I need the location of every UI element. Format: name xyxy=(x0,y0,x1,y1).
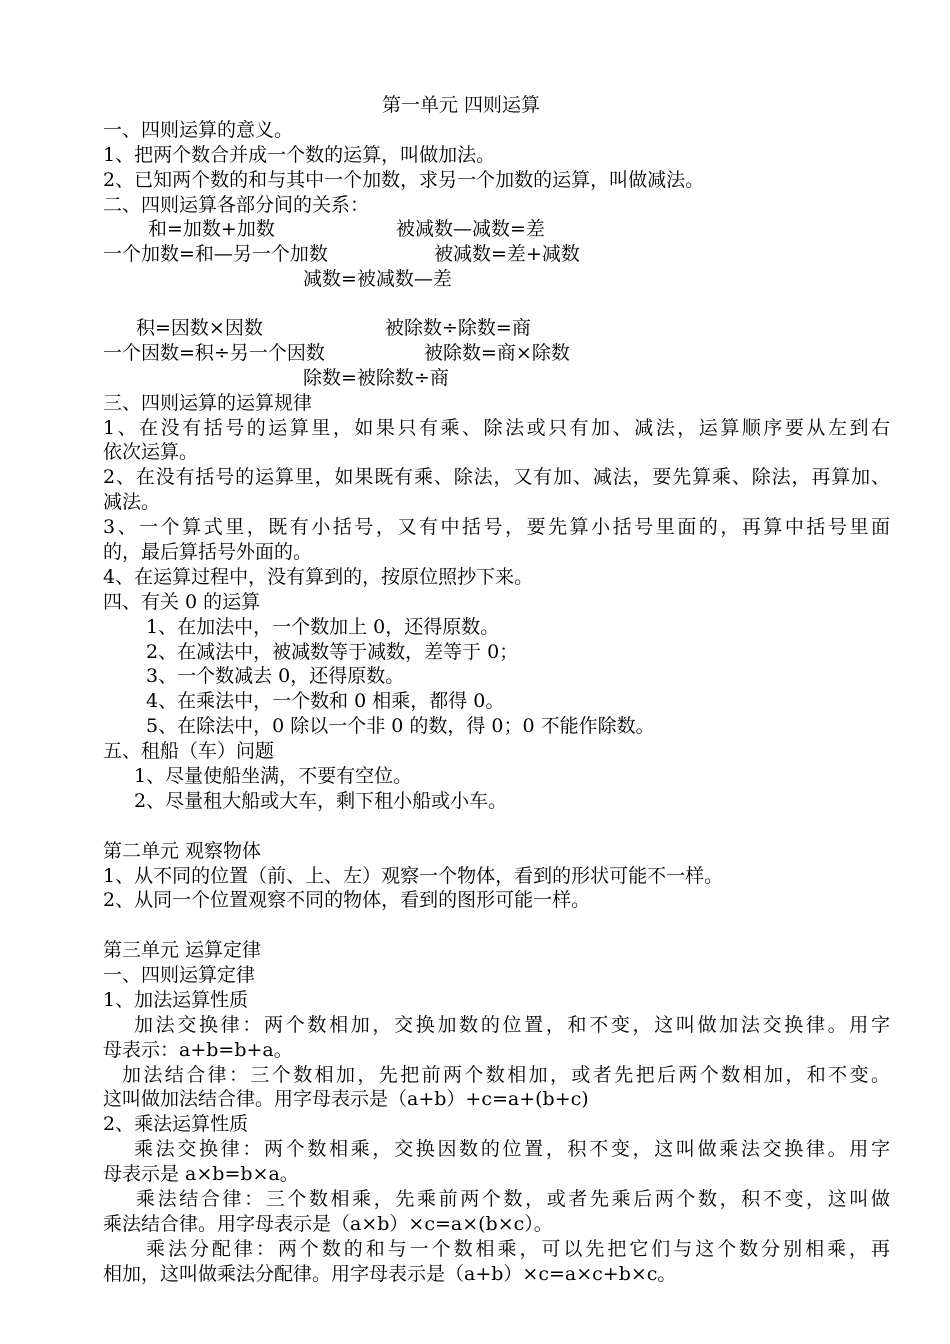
rule-paragraph-line: 2、在没有括号的运算里，如果既有乘、除法，又有加、减法，要先算乘、除法，再算加、 xyxy=(103,466,890,488)
formula-factor: 一个因数=积÷另一个因数 xyxy=(103,342,325,364)
unit2-item: 1、从不同的位置（前、上、左）观察一个物体，看到的形状可能不一样。 xyxy=(103,865,724,887)
zero-rule-item: 1、在加法中，一个数加上 0，还得原数。 xyxy=(146,616,500,638)
zero-rule-item: 3、一个数减去 0，还得原数。 xyxy=(146,665,405,687)
unit1-title: 第一单元 四则运算 xyxy=(382,94,541,116)
law-paragraph-line: 乘法交换律：两个数相乘，交换因数的位置，积不变，这叫做乘法交换律。用字 xyxy=(134,1138,890,1160)
law-paragraph-line: 乘法分配律：两个数的和与一个数相乘，可以先把它们与这个数分别相乘，再 xyxy=(146,1238,890,1260)
zero-rule-item: 2、在减法中，被减数等于减数，差等于 0； xyxy=(146,641,519,663)
rule-paragraph-line: 减法。 xyxy=(103,491,161,513)
zero-rule-item: 4、在乘法中，一个数和 0 相乘，都得 0。 xyxy=(146,690,505,712)
unit1-section1-item: 1、把两个数合并成一个数的运算，叫做加法。 xyxy=(103,144,496,166)
rule-paragraph-line: 1、在没有括号的运算里，如果只有乘、除法或只有加、减法，运算顺序要从左到右 xyxy=(103,417,890,439)
unit2-item: 2、从同一个位置观察不同的物体，看到的图形可能一样。 xyxy=(103,889,591,911)
rental-item: 2、尽量租大船或大车，剩下租小船或小车。 xyxy=(134,790,508,812)
unit1-section2-heading: 二、四则运算各部分间的关系： xyxy=(103,194,370,216)
law-paragraph-line: 相加，这叫做乘法分配律。用字母表示是（a+b）×c=a×c+b×c。 xyxy=(103,1263,677,1285)
law-paragraph-line: 母表示是 a×b=b×a。 xyxy=(103,1163,299,1185)
unit1-section3-heading: 三、四则运算的运算规律 xyxy=(103,392,313,414)
formula-difference: 被减数—减数=差 xyxy=(396,218,545,240)
formula-subtrahend: 减数=被减数—差 xyxy=(303,268,452,290)
unit3-title: 第三单元 运算定律 xyxy=(103,939,262,961)
formula-sum: 和=加数+加数 xyxy=(148,218,275,240)
formula-quotient: 被除数÷除数=商 xyxy=(385,317,531,339)
addition-properties-heading: 1、加法运算性质 xyxy=(103,989,249,1011)
rule-paragraph-line: 4、在运算过程中，没有算到的，按原位照抄下来。 xyxy=(103,566,534,588)
formula-divisor: 除数=被除数÷商 xyxy=(303,367,449,389)
unit3-section1-heading: 一、四则运算定律 xyxy=(103,964,256,986)
formula-addend: 一个加数=和—另一个加数 xyxy=(103,243,328,265)
law-paragraph-line: 母表示：a+b=b+a。 xyxy=(103,1039,293,1061)
unit1-section1-item: 2、已知两个数的和与其中一个加数，求另一个加数的运算，叫做减法。 xyxy=(103,169,705,191)
law-paragraph-line: 这叫做加法结合律。用字母表示是（a+b）+c=a+(b+c) xyxy=(103,1088,589,1110)
rule-paragraph-line: 3、一个算式里，既有小括号，又有中括号，要先算小括号里面的，再算中括号里面 xyxy=(103,516,890,538)
law-paragraph-line: 加法交换律：两个数相加，交换加数的位置，和不变，这叫做加法交换律。用字 xyxy=(134,1014,890,1036)
zero-rule-item: 5、在除法中，0 除以一个非 0 的数，得 0；0 不能作除数。 xyxy=(146,715,655,737)
law-paragraph-line: 加法结合律：三个数相加，先把前两个数相加，或者先把后两个数相加，和不变。 xyxy=(122,1064,890,1086)
rule-paragraph-line: 的，最后算括号外面的。 xyxy=(103,541,313,563)
formula-minuend: 被减数=差+减数 xyxy=(434,243,580,265)
law-paragraph-line: 乘法结合律：三个数相乘，先乘前两个数，或者先乘后两个数，积不变，这叫做 xyxy=(136,1188,890,1210)
unit1-section4-heading: 四、有关 0 的运算 xyxy=(103,591,261,613)
unit1-section5-heading: 五、租船（车）问题 xyxy=(103,740,275,762)
formula-product: 积=因数×因数 xyxy=(136,317,263,339)
unit2-title: 第二单元 观察物体 xyxy=(103,840,262,862)
law-paragraph-line: 乘法结合律。用字母表示是（a×b）×c=a×(b×c）。 xyxy=(103,1213,553,1235)
rule-paragraph-line: 依次运算。 xyxy=(103,441,199,463)
unit1-section1-heading: 一、四则运算的意义。 xyxy=(103,119,294,141)
formula-dividend: 被除数=商×除数 xyxy=(424,342,570,364)
multiplication-properties-heading: 2、乘法运算性质 xyxy=(103,1113,249,1135)
rental-item: 1、尽量使船坐满，不要有空位。 xyxy=(134,765,413,787)
